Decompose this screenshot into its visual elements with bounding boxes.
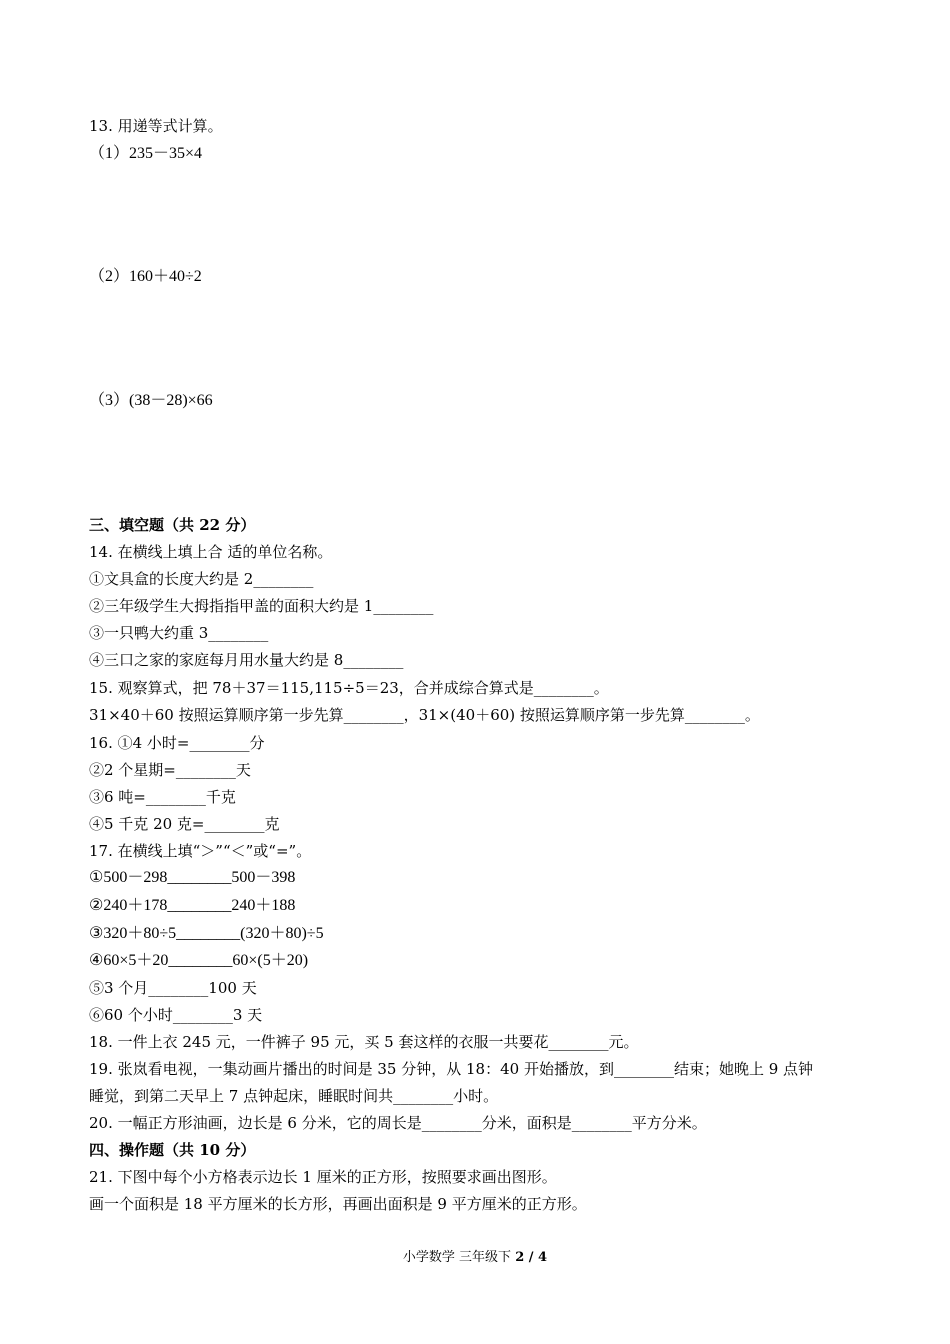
section-3-heading: 三、填空题（共 22 分） — [89, 516, 256, 534]
q16-item-4: ④5 千克 20 克=________克 — [89, 815, 280, 833]
q17-title: 17. 在横线上填“＞”“＜”或“=”。 — [89, 842, 312, 860]
q14-title: 14. 在横线上填上合 适的单位名称。 — [89, 543, 333, 561]
q20-text: 20. 一幅正方形油画，边长是 6 分米，它的周长是________分米，面积是________平方分米。 — [89, 1114, 707, 1132]
page-footer — [0, 1249, 950, 1267]
q16-item-1: 16. ①4 小时=________分 — [89, 734, 265, 752]
q17-item-6: ⑥60 个小时________3 天 — [89, 1006, 263, 1024]
q17-item-4: ④60×5＋20________60×(5＋20) — [89, 952, 309, 969]
footer-page-number: 2 / 4 — [515, 1250, 548, 1265]
section-4-heading: 四、操作题（共 10 分） — [89, 1141, 256, 1159]
q17-item-1: ①500－298________500－398 — [89, 869, 296, 886]
q13-item-3: （3）(38－28)×66 — [89, 392, 213, 409]
q15-line-1: 15. 观察算式，把 78＋37＝115,115÷5＝23，合并成综合算式是________。 — [89, 679, 609, 697]
q14-item-3: ③一只鸭大约重 3________ — [89, 624, 269, 642]
footer-subject: 小学数学 三年级下 — [402, 1250, 512, 1265]
q17-item-2: ②240＋178________240＋188 — [89, 897, 296, 914]
q16-item-3: ③6 吨=________千克 — [89, 788, 236, 806]
q14-item-2: ②三年级学生大拇指指甲盖的面积大约是 1________ — [89, 597, 434, 615]
q15-line-2: 31×40＋60 按照运算顺序第一步先算________，31×(40＋60) 按照运算顺序第一步先算________。 — [89, 706, 760, 724]
q13-title: 13. 用递等式计算。 — [89, 117, 223, 135]
q14-item-1: ①文具盒的长度大约是 2________ — [89, 570, 314, 588]
q21-line-1: 21. 下图中每个小方格表示边长 1 厘米的正方形，按照要求画出图形。 — [89, 1168, 557, 1186]
q13-item-1: （1）235－35×4 — [89, 145, 203, 162]
q17-item-3: ③320＋80÷5________(320＋80)÷5 — [89, 925, 324, 942]
q19-line-2: 睡觉，到第二天早上 7 点钟起床，睡眠时间共________小时。 — [89, 1087, 499, 1105]
q14-item-4: ④三口之家的家庭每月用水量大约是 8________ — [89, 651, 404, 669]
q13-item-2: （2）160＋40÷2 — [89, 268, 202, 285]
q17-item-5: ⑤3 个月________100 天 — [89, 979, 257, 997]
q19-line-1: 19. 张岚看电视，一集动画片播出的时间是 35 分钟，从 18：40 开始播放，到________结束；她晚上 9 点钟 — [89, 1060, 814, 1078]
q18-text: 18. 一件上衣 245 元，一件裤子 95 元，买 5 套这样的衣服一共要花________元。 — [89, 1033, 639, 1051]
q16-item-2: ②2 个星期=________天 — [89, 761, 251, 779]
q21-line-2: 画一个面积是 18 平方厘米的长方形，再画出面积是 9 平方厘米的正方形。 — [89, 1195, 587, 1213]
